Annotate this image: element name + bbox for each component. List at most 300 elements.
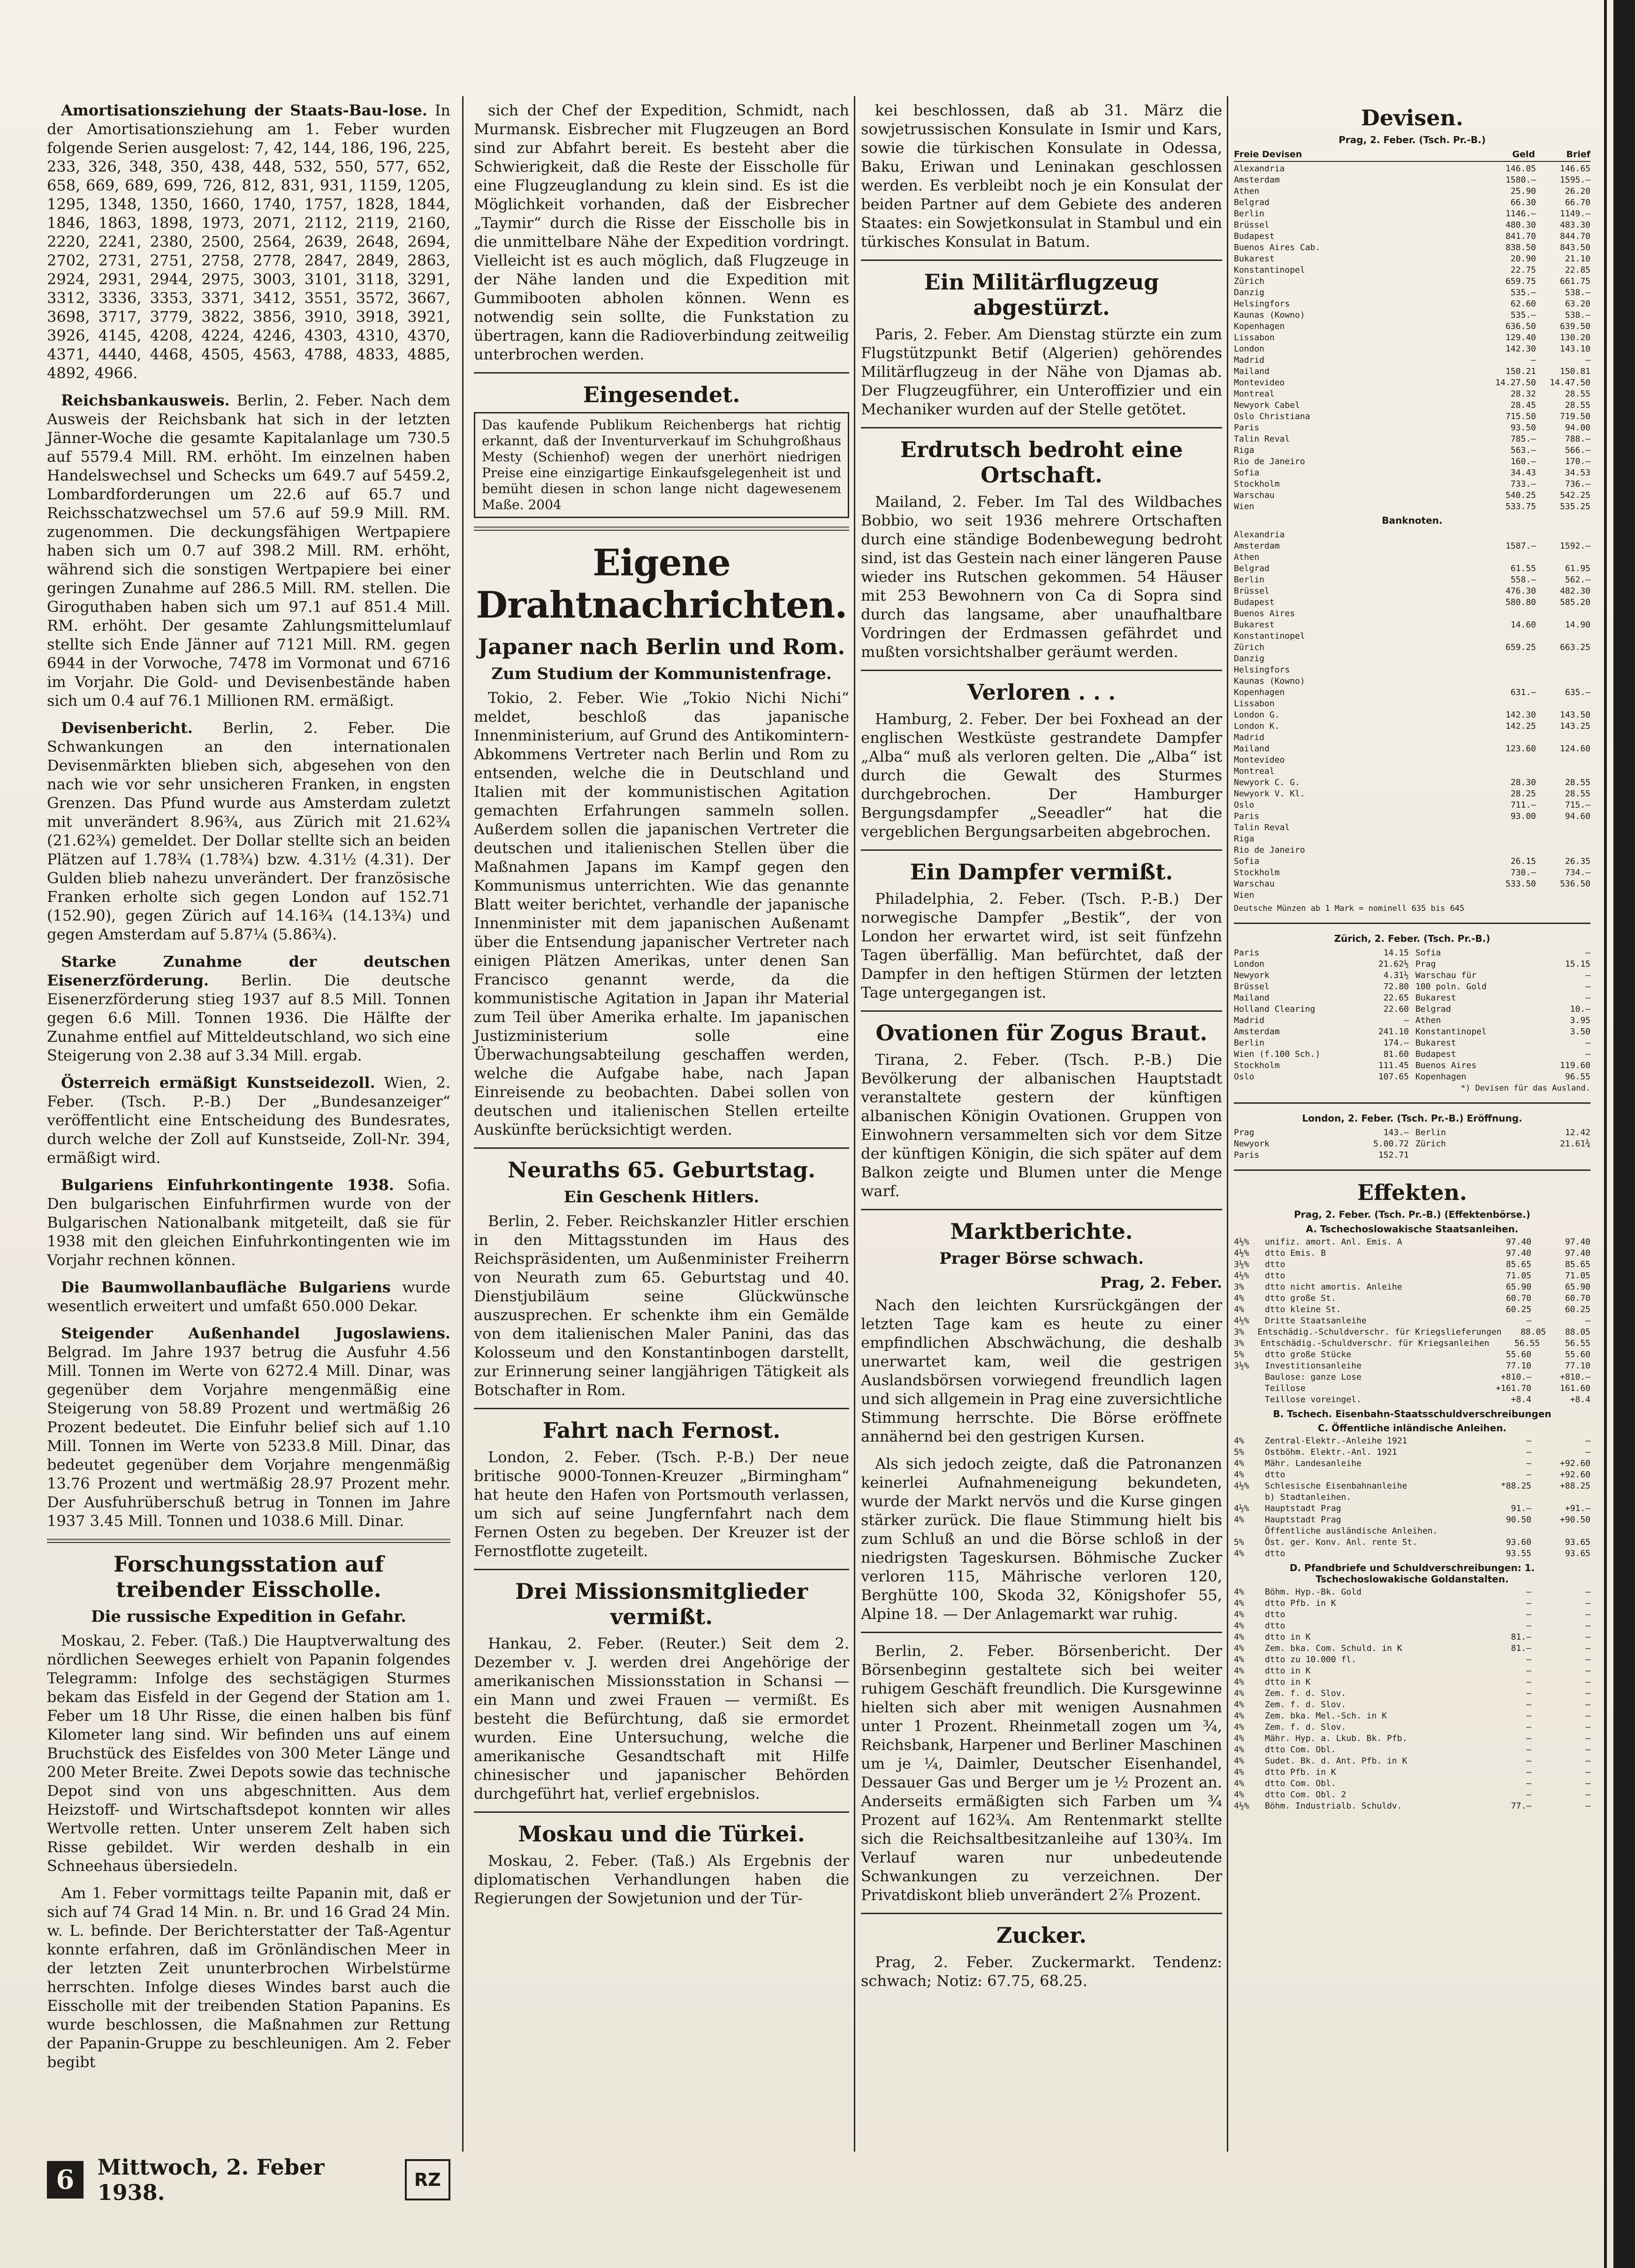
rate-row [1234,563,1590,574]
article-body: Am 1. Feber vormittags teilte Papanin mit, daß er sich auf 74 Grad 14 Min. n. Br. und 16 Grad 24 Min. w. L. befinde. Der Berichterstatter der Taß-Agentur konnte erfahren, daß im Grönländischen Meer in der letzten Zeit ununterbrochen Wirbelstürme herrschten. Infolge dieses Windes barst auch die Eisscholle mit der treibenden Station Papanins. Es wurde beschlossen, die Maßnahmen zur Rettung der Papanin-Gruppe zu beschleunigen. Am 2. Feber begibt [47,1884,450,2071]
rate-row [1234,265,1590,276]
rate-value: 119.60 [1559,1061,1590,1070]
rate-brief: 170.— [1565,457,1590,466]
security-name: Sudet. Bk. d. Ant. Pfb. in K [1265,1756,1407,1766]
subheadline: Ein Geschenk Hitlers. [563,1188,760,1207]
headline-dampfer: Ein Dampfer vermißt. [910,859,1173,885]
rate-value: — [1585,1049,1590,1059]
article-body: Philadelphia, 2. Feber. (Tsch. P.-B.) Der norwegische Dampfer „Bestik“, der von London her erwartet wird, ist seit fünfzehn Tagen überfällig. Man befürchtet, daß der Dampfer in den heftigen Stürmen der letzten Tage untergegangen ist. [861,890,1222,1001]
section-title-drahtnachrichten: Eigene Drahtnachrichten. [476,542,847,626]
currency-name: London K. [1234,721,1280,731]
rate-brief: 143.10 [1559,344,1590,354]
rate-geld [1484,664,1536,676]
security-name: dtto [1265,1260,1285,1269]
currency-name: Kaunas (Kowno) [1234,676,1305,686]
security-name: dtto [1265,1470,1285,1480]
security-row [1234,1372,1590,1383]
security-price-2: — [1585,1655,1590,1665]
currency-name: Athen [1234,552,1260,562]
rate-geld: 123.60 [1505,744,1536,754]
security-row [1234,1665,1590,1677]
security-price-1: — [1526,1745,1531,1755]
rate-brief: 34.53 [1565,468,1590,478]
divider [861,427,1222,428]
headline-moskau-tuerkei: Moskau und die Türkei. [518,1821,805,1847]
article-body: Mailand, 2. Feber. Im Tal des Wildbaches Bobbio, wo seit 1936 mehrere Ortschaften durch eine ständige Bodenbewegung bedroht sind, ist das Gestein nach einer längeren Pause wieder ins Rutschen gekommen. 54 Häuser mit 253 Bewohnern von Ca di Sopra sind durch das langsame, aber unaufhaltbare Vordringen der Erdmassen gefährdet und mußten vorsichtshalber geräumt werden. [861,493,1222,661]
rate-value: 107.65 [1378,1072,1409,1082]
rate-brief: 124.60 [1559,744,1590,754]
security-price-2: — [1585,1666,1590,1676]
divider [1234,1169,1590,1171]
rate-row [1234,422,1590,434]
article-body: sich der Chef der Expedition, Schmidt, nach Murmansk. Eisbrecher mit Flugzeugen an Bord sind zur Abfahrt bereit. Es besteht aber die Schwierigkeit, daß die Reste der Eisscholle für eine Flugzeuglandung zu klein sind. Es ist die Möglichkeit vorhanden, daß der Eisbrecher „Taymir“ durch die Risse der Eisscholle bis in die unmittelbare Nähe der Expedition vordringt. Vielleicht ist es auch möglich, daß Flugzeuge in der Nähe landen und die Expedition mit Gummibooten abholen können. Wenn es notwendig sein sollte, die Funkstation zu übertragen, kann die Radioverbindung zeitweilig unterbrochen werden. [474,101,849,363]
security-name: Zem. bka. Com. Schuld. in K [1265,1643,1402,1653]
security-name: Teillose [1265,1383,1306,1393]
security-row [1234,1632,1590,1643]
rate-geld: — [1531,355,1536,365]
security-price-2: 77.10 [1565,1361,1590,1371]
security-rate: 4% [1234,1722,1244,1732]
security-price-2: — [1585,1711,1590,1721]
article-lead: Bulgariens Einfuhrkontingente 1938. [61,1176,394,1194]
headline-marktberichte: Marktberichte. [950,1219,1133,1244]
currency-name: Montreal [1234,389,1275,399]
rate-row [1234,1038,1409,1049]
rate-geld: 146.05 [1505,164,1536,174]
rate-row [1234,586,1590,597]
currency-name: Stockholm [1234,1061,1280,1070]
rate-row [1234,445,1590,456]
article-berlin-boerse: Berlin, 2. Feber. Börsenbericht. Der Börsenbeginn gestaltete sich bei weiter ruhigem Geschäft freundlich. Die Kursgewinne hielten sich aber mit wenigen Ausnahmen unter 1 Prozent. Rheinmetall zogen um ¾, Reichsbank, Harpener und Berliner Maschinen um je ¼, Daimler, Deutscher Eisenhandel, Dessauer Gas und Berger um je ½ Prozent an. Anderseits ermäßigten sich Farben um ¾ Prozent auf 162¾. Am Rentenmarkt stellte sich die Reichsaltbesitzanleihe auf 130¾. Im Verlauf waren nur unbedeutende Schwankungen zu verzeichnen. Der Privatdiskont blieb unverändert 2⅞ Prozent. [861,1642,1222,1904]
security-row [1234,1699,1590,1711]
security-name: Mähr. Landesanleihe [1265,1459,1361,1468]
currency-name: Madrid [1234,355,1265,365]
devisen-title: Devisen. [1361,105,1463,130]
currency-name: Rio de Janeiro [1234,845,1305,855]
rate-brief: 66.70 [1565,198,1590,207]
rate-geld: 636.50 [1505,321,1536,331]
security-rate [1234,1372,1262,1383]
divider [861,260,1222,261]
security-price-2: — [1585,1767,1590,1777]
rate-brief [1539,732,1590,743]
security-name: dtto zu 10.000 fl. [1265,1655,1357,1665]
rate-row [1234,766,1590,777]
effekten-section: B. Tschech. Eisenbahn-Staatsschuldverschreibungen [1273,1408,1551,1420]
article-lead: Devisenbericht. [61,719,193,737]
rate-geld: 480.30 [1505,220,1536,230]
article-devisenbericht [47,718,450,944]
security-row [1234,1587,1590,1598]
rate-row [1234,597,1590,608]
security-rate: 4% [1234,1549,1244,1558]
divider [1234,923,1590,924]
currency-name: Berlin [1234,209,1265,219]
security-name: Mähr. Hyp. a. Lkub. Bk. Pfb. [1265,1733,1407,1743]
rate-geld: 841.70 [1505,231,1536,241]
security-row [1234,1789,1590,1801]
rate-brief: 542.25 [1559,490,1590,500]
rate-row [1234,332,1590,344]
security-row [1234,1248,1590,1259]
security-row [1234,1270,1590,1282]
currency-name: Oslo Christiana [1234,412,1310,421]
headline-japaner: Japaner nach Berlin und Rom. [478,634,845,659]
rate-row [1234,490,1590,501]
article-jugoslawien [47,1324,450,1530]
rate-geld [1484,822,1536,833]
rate-brief: 143.25 [1559,721,1590,731]
security-row [1234,1383,1590,1394]
rate-row [1234,287,1590,298]
security-rate: 3% [1234,1338,1244,1348]
rate-brief [1539,890,1590,901]
rate-brief: 143.50 [1559,710,1590,720]
security-name: Zem. bka. Mel.-Sch. in K [1265,1711,1387,1721]
rate-geld: 838.50 [1505,243,1536,252]
security-price-2: — [1585,1700,1590,1710]
article-body: Paris, 2. Feber. Am Dienstag stürzte ein zum Flugstützpunkt Betif (Algerien) gehörendes Militärflugzeug in der Nähe von Djamas ab. Der Flugzeugführer, ein Unteroffizier und ein Mechaniker wurden auf der Stelle getötet. [861,325,1222,418]
security-name: Böhm. Industrialb. Schuldv. [1265,1801,1402,1811]
security-row [1234,1514,1590,1526]
security-price-2: — [1585,1632,1590,1642]
security-name: Zentral-Elektr.-Anleihe 1921 [1265,1436,1407,1446]
security-name: Investitionsanleihe [1265,1361,1361,1371]
security-rate [1234,1492,1262,1503]
security-price-1: 88.05 [1521,1327,1546,1337]
currency-name: Brüssel [1234,982,1270,992]
currency-name: Bukarest [1234,254,1275,264]
headline-forschungsstation: Forschungsstation auf treibender Eisscholle. [113,1551,384,1602]
rate-row [1415,1060,1590,1071]
security-price-1: 65.90 [1506,1282,1531,1292]
rate-geld: 28.45 [1510,400,1536,410]
right-edge-bar [1613,0,1635,2268]
security-rate: 4% [1234,1666,1244,1676]
security-rate: 4% [1234,1470,1244,1480]
rate-row [1234,811,1590,822]
security-price-1: 93.55 [1506,1549,1531,1558]
security-price-1 [1475,1492,1531,1503]
devisen-table-header [1234,149,1590,162]
banknoten-title: Banknoten. [1382,515,1443,526]
rate-geld [1484,890,1536,901]
currency-name: Danzig [1234,288,1265,298]
rate-row [1234,163,1590,175]
rate-row [1415,970,1590,981]
security-rate: 4% [1234,1677,1244,1687]
rate-brief: 635.— [1565,687,1590,697]
article-body: Berlin. Die deutsche Eisenerzförderung stieg 1937 auf 8.5 Mill. Tonnen gegen 6.6 Mill. Tonnen 1936. Die Hälfte der Zunahme entfiel auf Mitteldeutschland, wo sich eine Steigerung von 2.38 auf 3.34 Mill. ergab. [47,971,451,1064]
rate-row [1234,456,1590,467]
currency-name: Prag [1415,959,1436,969]
rate-brief [1539,755,1590,766]
notice-box: Das kaufende Publikum Reichenbergs hat richtig erkannt, daß der Inventurverkauf im Schuhgroßhaus Mesty (Schienhof) wegen der unerhört niedrigen Preise eine einzigartige Einkaufsgelegenheit ist und bemüht diesen in schon lange nicht dagewesenem Maße. 2004 [474,412,849,518]
currency-name [1415,1150,1544,1161]
currency-name: Talin Reval [1234,434,1290,444]
security-rate: 4½% [1234,1237,1249,1247]
rate-row [1234,788,1590,800]
rate-geld: 535.— [1510,288,1536,298]
security-price-1: — [1526,1655,1531,1665]
rate-brief: 663.25 [1559,642,1590,652]
security-price-2: — [1585,1621,1590,1631]
security-name: dtto Com. Obl. 2 [1265,1790,1346,1800]
rate-row [1234,1015,1409,1026]
headline-neurath: Neuraths 65. Geburtstag. [507,1157,816,1183]
currency-name: Berlin [1234,575,1265,585]
security-row [1234,1711,1590,1722]
currency-name: Bukarest [1234,620,1275,630]
rate-row [1234,890,1590,901]
rate-brief: 1592.— [1559,541,1590,551]
security-price-2: 85.65 [1565,1260,1590,1269]
security-rate: 4% [1234,1688,1244,1698]
security-price-2: 65.90 [1565,1282,1590,1292]
security-price-1: 77.10 [1506,1361,1531,1371]
divider [474,1569,849,1570]
currency-name: Buenos Aires [1234,609,1295,619]
rate-row [1234,389,1590,400]
rate-row [1234,1138,1409,1150]
security-price-2: 56.55 [1565,1338,1590,1348]
rate-geld: 25.90 [1510,186,1536,196]
divider [474,372,849,374]
currency-name: Montevideo [1234,378,1285,388]
rate-geld: 142.25 [1505,721,1536,731]
security-price-2: +8.4 [1570,1395,1590,1405]
column-header-brief: Brief [1566,149,1590,160]
security-price-2: — [1585,1587,1590,1597]
security-price-2: 97.40 [1565,1248,1590,1258]
security-price-2: — [1585,1722,1590,1732]
rate-row [1234,878,1590,890]
subheadline: Prager Börse schwach. [939,1249,1144,1268]
currency-name: Rio de Janeiro [1234,457,1305,466]
rate-brief: 483.30 [1559,220,1590,230]
rate-brief: 538.— [1565,288,1590,298]
rate-value: 96.55 [1565,1072,1590,1082]
rate-geld [1484,529,1536,541]
rate-row [1234,529,1590,541]
security-row [1234,1394,1590,1405]
rate-geld: 533.75 [1505,502,1536,512]
headline-fernost: Fahrt nach Fernost. [542,1418,781,1443]
rate-geld: 129.40 [1505,333,1536,343]
rate-geld: 150.21 [1505,367,1536,376]
newspaper-logo: RZ [405,2159,450,2200]
security-name: dtto [1265,1271,1285,1281]
currency-name: Amsterdam [1234,541,1280,551]
security-price-1: — [1526,1688,1531,1698]
rate-row [1234,411,1590,422]
rate-value [1544,1150,1590,1161]
currency-name: Newyork [1234,970,1270,980]
security-name: Hauptstadt Prag [1265,1515,1341,1525]
security-row [1234,1327,1590,1338]
security-name: dtto große Stücke [1265,1350,1352,1359]
security-rate: 5% [1234,1537,1244,1547]
rate-brief: 63.20 [1565,299,1590,309]
rate-row [1234,479,1590,490]
currency-name: Danzig [1234,654,1265,664]
security-price-2: +810.— [1559,1372,1590,1382]
security-price-2: — [1585,1801,1590,1811]
rate-brief: 1595.— [1559,175,1590,185]
security-name: Entschädig.-Schuldverschr. für Kriegslieferungen [1257,1327,1502,1337]
currency-name: Stockholm [1234,479,1280,489]
article-body: kei beschlossen, daß ab 31. März die sowjetrussischen Konsulate in Ismir und Kars, sowie die türkischen Konsulate in Odessa, Baku, Eriwan und Leninakan geschlossen werden. Es verbleibt noch je ein Konsulat der beiden Partner auf dem Gebiete des anderen Staates: ein Sowjetkonsulat in Stambul und ein türkisches Konsulat in Batum. [861,101,1222,251]
rate-row [1234,800,1590,811]
rate-row [1234,208,1590,220]
article-lead: Die Baumwollanbaufläche Bulgariens [61,1278,391,1296]
article-lead: Reichsbankausweis. [61,391,230,409]
article-body: Tokio, 2. Feber. Wie „Tokio Nichi Nichi“ meldet, beschloß das japanische Innenministerium, auf Grund des Antikomintern-Abkommens Vertreter nach Berlin und Rom zu entsenden, welche die in Deutschland und Italien mit der kommunistischen Agitation gemachten Erfahrungen sammeln sollen. Außerdem sollen die japanischen Vertreter die deutschen und italienischen Stellen über die Maßnahmen Japans im Kampf gegen den Kommunismus unterrichten. Wie das genannte Blatt weiter berichtet, verhandle der japanische Innenminister mit dem japanischen Außenamt über die Entsendung japanischer Vertreter nach einigen Plätzen Amerikas, unter denen San Francisco genannt werde, da die kommunistische Agitation in Japan ihr Material zum Teil über Amerika erhalte. Im japanischen Justizministerium solle eine Überwachungsabteilung geschaffen werden, welche die Aufgabe habe, nach Japan Einreisende zu beobachten. Dabei sollen von deutschen und italienischen Stellen erteilte Auskünfte berücksichtigt werden. [474,689,849,1138]
rate-value: 21.62½ [1378,959,1409,969]
column-rule [854,96,855,2152]
rate-row [1234,400,1590,411]
rate-geld [1484,732,1536,743]
rate-brief: 535.25 [1559,502,1590,512]
currency-name: Paris [1234,811,1260,821]
security-price-1: 60.25 [1506,1305,1531,1314]
security-row [1234,1643,1590,1654]
rate-row [1234,1060,1409,1071]
rate-geld [1484,845,1536,856]
security-price-2: — [1585,1790,1590,1800]
column-rule [1227,96,1228,2152]
rate-geld [1484,608,1536,619]
rate-row [1234,552,1590,563]
rate-geld: 14.27.50 [1495,378,1536,388]
currency-name: Mailand [1234,367,1270,376]
security-price-2: — [1585,1677,1590,1687]
rate-value: 22.60 [1383,1004,1409,1014]
rate-value: 12.42 [1565,1128,1590,1138]
headline-eingesendet: Eingesendet. [583,382,740,407]
rate-brief: 734.— [1565,868,1590,878]
currency-name: London [1234,344,1265,354]
rate-row [1234,175,1590,186]
rate-brief [1539,676,1590,687]
rate-value: 3.50 [1570,1027,1590,1037]
currency-name: Warschau [1234,879,1275,889]
rate-brief: 843.50 [1559,243,1590,252]
effekten-section: A. Tschechoslowakische Staatsanleihen. [1306,1223,1519,1235]
rate-row [1234,377,1590,389]
security-rate: 4% [1234,1621,1244,1631]
security-rate: 4% [1234,1745,1244,1755]
security-name: Dritte Staatsanleihe [1265,1316,1367,1326]
rate-row [1415,1049,1590,1060]
currency-name: Konstantinopel [1234,265,1305,275]
rate-row [1415,1038,1590,1049]
currency-name: Warschau für [1415,970,1477,980]
currency-name: Helsingfors [1234,299,1290,309]
rate-geld: 540.25 [1505,490,1536,500]
currency-name: Kopenhagen [1415,1072,1467,1082]
dateline: Prag, 2. Feber. [1100,1274,1222,1291]
security-row [1234,1598,1590,1609]
currency-name: Talin Reval [1234,823,1290,832]
security-price-1: 60.70 [1506,1293,1531,1303]
security-price-1: — [1526,1598,1531,1608]
security-rate: 4% [1234,1436,1244,1446]
currency-name: Sofia [1234,468,1260,478]
rate-value: — [1585,1038,1590,1048]
security-price-1: 56.55 [1514,1338,1540,1348]
security-rate: 3% [1234,1327,1244,1337]
rate-brief: 14.47.50 [1550,378,1590,388]
security-name: Böhm. Hyp.-Bk. Gold [1265,1587,1361,1597]
rate-value: 14.15 [1383,948,1409,958]
rate-row [1234,833,1590,845]
article-body: Berlin, 2. Feber. Die Schwankungen an den internationalen Devisenmärkten blieben sich, abgesehen von den nach wie vor sehr unsicheren Franken, in engsten Grenzen. Das Pfund wurde aus Amsterdam zuletzt mit unverändert 8.96¾, aus Zürich mit 21.62¾ (21.62¾) gemeldet. Der Dollar stellte sich an beiden Plätzen auf 1.78¾ (1.78¾) bzw. 4.31½ (4.31). Der Gulden blieb nahezu unverändert. Der französische Franken erholte sich gegen London auf 152.71 (152.90), gegen Zürich auf 14.16¾ (14.13¾) und gegen Amsterdam auf 5.87¼ (5.86¾). [47,719,451,943]
security-name: Teillose voreingel. [1265,1395,1361,1405]
rate-geld: 533.50 [1505,879,1536,889]
currency-name: Konstantinopel [1234,631,1305,641]
rate-value: 4.31½ [1383,970,1409,980]
page-date: Mittwoch, 2. Feber 1938. [97,2154,325,2205]
column-2 [474,101,849,2156]
security-price-2: 93.65 [1565,1537,1590,1547]
rate-brief: 28.55 [1565,400,1590,410]
rate-row [1234,822,1590,833]
london-table [1234,1127,1590,1161]
security-rate: 4% [1234,1790,1244,1800]
rate-value: — [1585,948,1590,958]
security-price-1: — [1526,1767,1531,1777]
security-price-1: +810.— [1500,1372,1531,1382]
currency-name: Sofia [1415,948,1441,958]
security-row [1234,1620,1590,1632]
security-price-2: 71.05 [1565,1271,1590,1281]
security-name: Ostböhm. Elektr.-Anl. 1921 [1265,1447,1397,1457]
currency-name: Newyork [1234,1139,1270,1149]
security-price-1: 85.65 [1506,1260,1531,1269]
rate-geld: 733.— [1510,479,1536,489]
rate-geld [1484,698,1536,710]
security-name: dtto Com. Obl. [1265,1745,1336,1755]
security-name: dtto in K [1265,1666,1311,1676]
rate-brief: 26.20 [1565,186,1590,196]
zuerich-table [1234,947,1590,1083]
rate-brief: 28.55 [1565,389,1590,399]
security-rate: 4% [1234,1305,1244,1314]
security-price-1: 71.05 [1506,1271,1531,1281]
article-body: Hamburg, 2. Feber. Der bei Foxhead an der englischen Westküste gestrandete Dampfer „Alba“ muß als verloren gelten. Die „Alba“ ist durch die Gewalt des Sturmes durchgebrochen. Der Hamburger Bergungsdampfer „Seeadler“ hat die vergeblichen Bergungsarbeiten abgebrochen. [861,710,1222,840]
rate-brief [1539,653,1590,664]
rate-brief: 146.65 [1559,164,1590,174]
currency-name: Berlin [1415,1128,1446,1138]
rate-value: 21.61¾ [1559,1139,1590,1149]
security-price-1: 97.40 [1506,1237,1531,1247]
rate-brief: 736.— [1565,479,1590,489]
security-name: dtto Pfb. in K [1265,1598,1336,1608]
divider [861,1209,1222,1210]
currency-name: Mailand [1234,744,1270,754]
security-name: dtto [1265,1549,1285,1558]
rate-row [1234,993,1409,1004]
currency-name: Riga [1234,445,1255,455]
currency-name: Paris [1234,1150,1260,1160]
article-body: Sofia. Den bulgarischen Einfuhrfirmen wurde von der Bulgarischen Nationalbank mitgeteilt, daß sie für 1938 mit den gleichen Einfuhrkontingenten wie im Vorjahr rechnen können. [47,1176,450,1269]
security-price-2: +90.50 [1559,1515,1590,1525]
security-rate [1234,1394,1262,1405]
security-rate: 5% [1234,1447,1244,1457]
rate-row [1234,608,1590,619]
security-name: dtto in K [1265,1632,1311,1642]
